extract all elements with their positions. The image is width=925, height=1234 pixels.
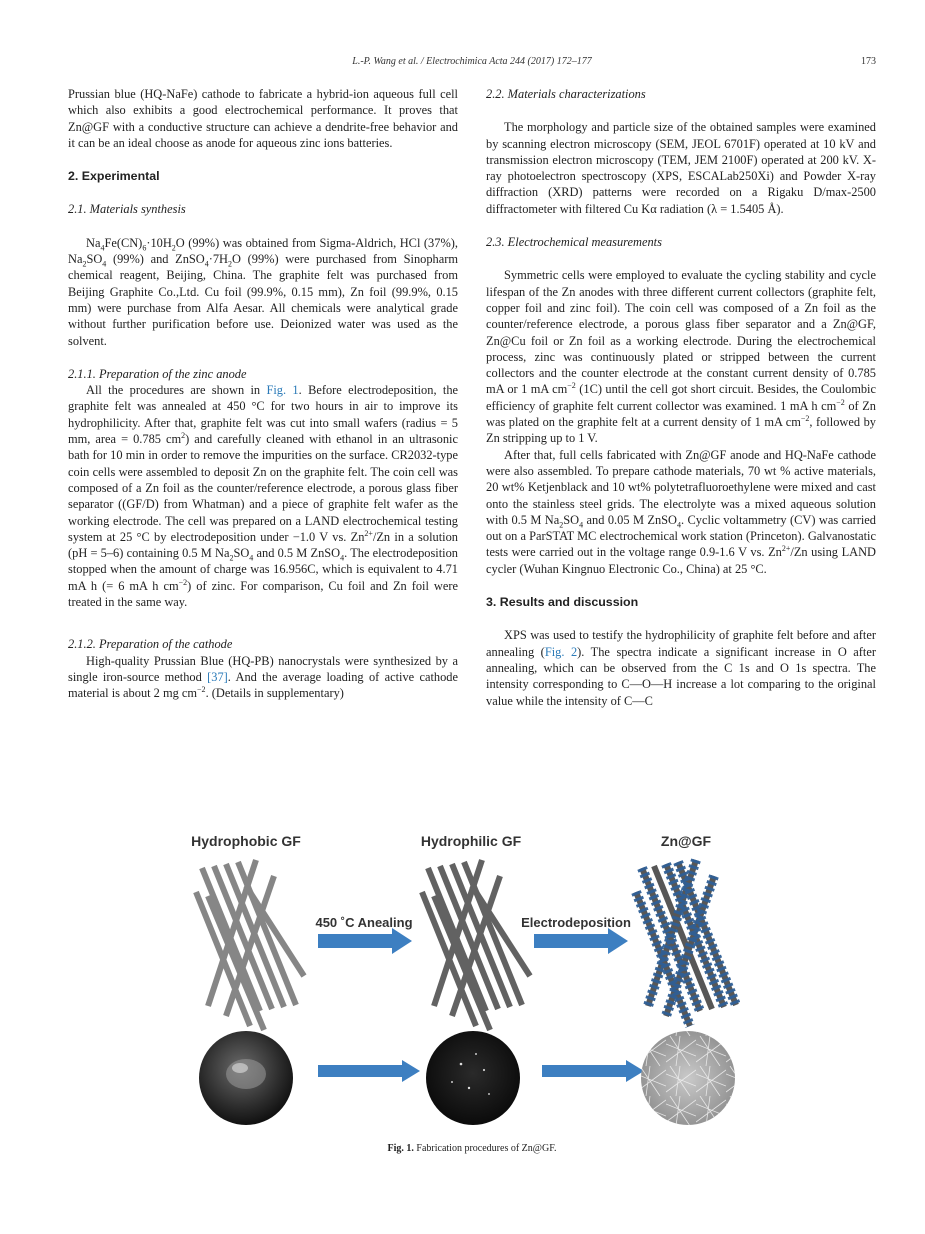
cathode-heading: 2.1.2. Preparation of the cathode	[68, 637, 233, 652]
figure-caption	[68, 1143, 876, 1154]
zinc-anode-paragraph: All the procedures are shown in Fig. 1. Before electrodeposition, the graphite felt was annealed at 450 °C for two hours in air to improve its hydrophilicity. After that, graphite felt was cut into small wafers (radius = 5 mm, area = 0.785 $cm^2$) and carefully cleaned with ethanol in an ultrasonic bath for 10 min in order to remove the impurities on the surface. CR2032-type coin cells were assembled to deposit Zn on the graphite felt. The coin cell was composed of a Zn foil as the counter/reference electrode, a porous glass fiber separator ((GF/D) from Whatman) and a piece of graphite felt wafer as the working electrode. The cell was prepared on a LAND electrochemical testing system at 25 °C by electrodeposition under −1.0 V vs. $Zn^{2+}/Zn$ in a solution (pH = 5–6) containing 0.5 M $Na_2SO_4$ and 0.5 M ZnSO$_4$. The electrodeposition stopped when the amount of charge was 16.956C, which is equivalent to 4.71 mA h (= 6 mA h $cm^{-2}$) of zinc. For comparison, Cu foil and Zn foil were treated in the same way.	[68, 383, 459, 610]
running-header	[68, 56, 876, 72]
experimental-heading: 2. Experimental	[68, 169, 160, 184]
intro-paragraph: Prussian blue (HQ-NaFe) cathode to fabricate a hybrid-ion aqueous full cell which also exhibits a good electrochemical performance. It proves that Zn@GF with a conductive structure can achieve a dendrite-free behavior and it can be an ideal choose as anode for aqueous zinc ions batteries.	[68, 87, 458, 150]
hydrophobic-gf-fibers	[196, 860, 304, 1030]
arrow-lower-1	[318, 1060, 420, 1082]
fig2-link[interactable]: Fig. 2	[544, 644, 578, 659]
caption-text: Fabrication procedures of Zn@GF.	[416, 1143, 557, 1154]
photo-hydrophilic-gf	[426, 1031, 520, 1125]
characterization-paragraph: The morphology and particle size of the obtained samples were examined by scanning electron microscopy (SEM, JEOL 6701F) operated at 10 kV and transmission electron microscopy (TEM, JEM 2100F) operated at 200 kV. X-ray photoelectron spectroscopy (XPS, ESCALab250Xi) and Powder X-ray diffraction (XRD) patterns were recorded on a Rigaku D/max-2500 diffractometer with filtered Cu Kα radiation (λ = 1.5405 Å).	[486, 120, 876, 216]
arrow-lower-2	[542, 1060, 644, 1082]
cathode-paragraph: High-quality Prussian Blue (HQ-PB) nanocrystals were synthesized by a single iron-source method [37]. And the average loading of active cathode material is about 2 mg $cm^{-2}$. (Details in supplementary)	[68, 653, 458, 701]
step-annealing-label: 450 ˚C Anealing	[315, 915, 413, 930]
ref37-link[interactable]: [37]	[207, 669, 228, 684]
sem-zn-gf	[641, 1031, 735, 1125]
electrochem-paragraph-1: Symmetric cells were employed to evaluate the cycling stability and cycle lifespan of the Zn anodes with three different current collectors (graphite felt, copper foil and zinc foil). The coin cell was composed of a Zn foil as the counter/reference electrode, a porous glass fiber separator and a Zn@GF, Zn@Cu foil or Zn foil as a working electrode. During the electrochemical process, zinc was continuously plated or stripped between the current collectors and the counter electrode at the constant current density of 0.785 mA or 1 mA $cm^{-2}$ (1C) until the cell got short circuit. Besides, the Coulombic efficiency of graphite felt current collector was examined. 1 mA h $cm^{-2}$ of Zn was plated on the graphite felt at a current density of 1 mA $cm^{-2}$, followed by Zn stripping up to 1 V.	[486, 268, 877, 446]
photo-hydrophobic-gf	[199, 1031, 293, 1125]
step-electrodeposition-label: Electrodeposition	[521, 915, 631, 930]
electrochem-paragraph-2: After that, full cells fabricated with Zn@GF anode and HQ-NaFe cathode were also assembled. To prepare cathode materials, 70 wt % active materials, 20 wt% Ketjenblack and 10 wt% polytetrafluoroethylene were mixed and cast onto the stainless steel grids. The electrolyte was a mixed aqueous solution with 0.5 M $Na_2SO_4$ and 0.05 M ZnSO$_4$. Cyclic voltammetry (CV) was carried out on a ParSTAT MC electrochemical work station (Princeton). Galvanostatic tests were carried out in the voltage range 0.9-1.6 V vs. $Zn^{2+}/Zn$ using LAND cycler (Wuhan Kingnuo Electronic Co., China) at 25 °C.	[486, 447, 876, 576]
zinc-anode-heading: 2.1.1. Preparation of the zinc anode	[68, 366, 247, 381]
zn-gf-fibers	[636, 860, 736, 1026]
figure-1	[186, 826, 740, 1138]
arrow-electrodeposition	[521, 915, 631, 954]
caption-label: Fig. 1.	[387, 1143, 414, 1154]
synthesis-paragraph: $Na_4Fe(CN)_6\cdot 10H_2O$ (99%) was obtained from Sigma-Aldrich, HCl (37%), $Na_2SO_4$ (99%) and $ZnSO_4\cdot 7H_2O$ (99%) were purchased from Sinopharm chemical reagent, Beijing, China. The graphite felt was purchased from Beijing Graphite Co.,Ltd. Cu foil (99.9%, 0.15 mm), Zn foil (99.9%, 0.15 mm) were purchase from Alfa Aesar. All chemicals were analytical grade without further purification before use. Deionized water was used as the solvent.	[68, 235, 458, 348]
journal-reference: L.-P. Wang et al. / Electrochimica Acta 244 (2017) 172–177	[352, 56, 592, 67]
left-column	[68, 86, 458, 702]
label-zn-gf: Zn@GF	[660, 833, 712, 849]
label-hydrophilic-gf: Hydrophilic GF	[420, 833, 522, 849]
arrow-annealing	[315, 915, 412, 954]
characterization-heading: 2.2. Materials characterizations	[486, 87, 646, 101]
results-heading: 3. Results and discussion	[486, 595, 639, 610]
right-column	[486, 86, 876, 709]
electrochem-heading: 2.3. Electrochemical measurements	[486, 235, 662, 250]
page-number: 173	[861, 56, 876, 67]
fig1-link[interactable]: Fig. 1	[266, 383, 299, 398]
hydrophilic-gf-fibers	[422, 860, 530, 1030]
label-hydrophobic-gf: Hydrophobic GF	[191, 833, 301, 849]
synthesis-heading: 2.1. Materials synthesis	[68, 202, 186, 217]
results-paragraph: XPS was used to testify the hydrophilicity of graphite felt before and after annealing (Fig. 2). The spectra indicate a significant increase in O after annealing, which can be observed from the C 1s and O 1s spectra. The intensity corresponding to C—O—H increase a lot comparing to the original value while the intensity of C—C	[486, 628, 876, 708]
